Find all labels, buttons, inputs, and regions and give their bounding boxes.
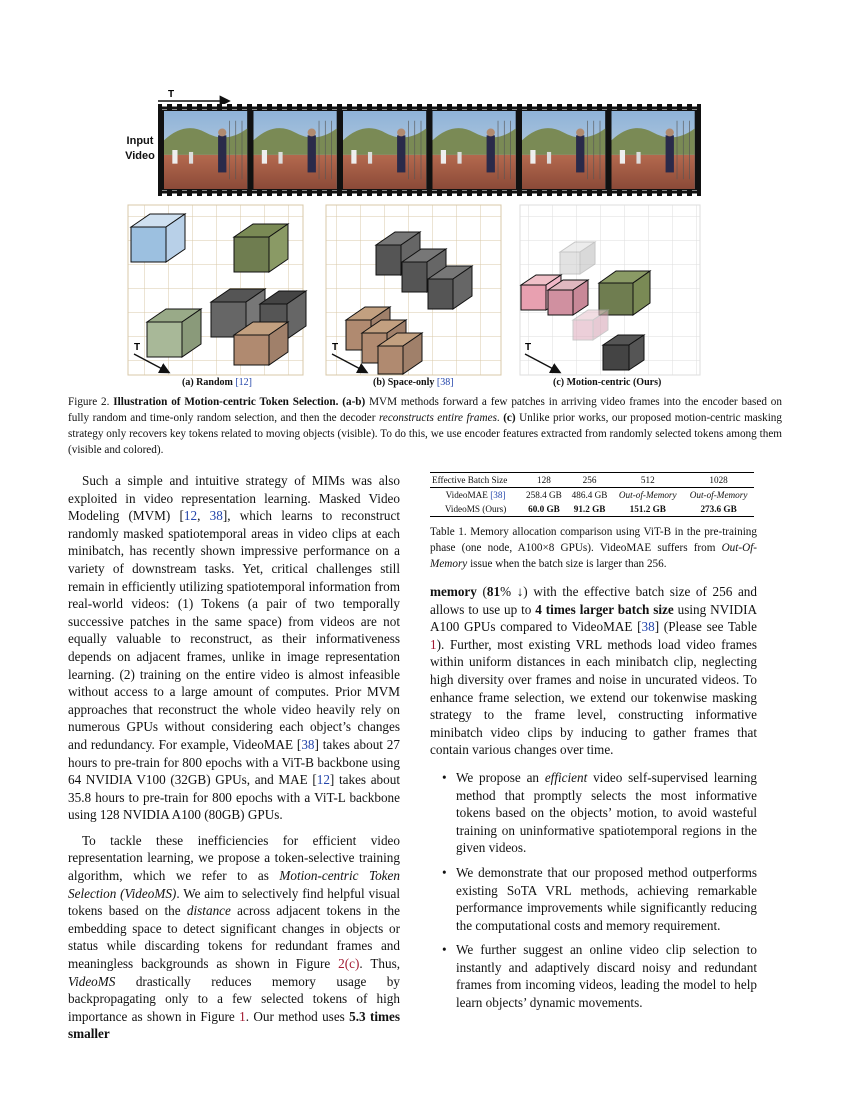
lp1-t1: Such a simple and intuitive strategy of MIMs was also exploited in video representation learning. Masked Video Modeling (MVM) [	[68, 473, 400, 524]
video-frame-4	[433, 111, 516, 189]
time-label-a: T	[134, 342, 141, 353]
left-paragraph-1	[68, 472, 400, 824]
panel-random	[128, 205, 306, 375]
caption-c: (c)	[503, 412, 516, 424]
subcaption-b-label: (b) Space-only	[373, 377, 435, 388]
caption-italic1: reconstructs entire frames	[378, 412, 497, 424]
rp1-cite-38[interactable]: 38	[641, 619, 655, 635]
th-batch-size: Effective Batch Size	[432, 475, 508, 485]
bullet-1-t2: video self-supervised learning method that promptly selects the most informative tokens based on the objects’ motion, to avoid wasteful training on uninformative spatiotemporal regions in the given videos.	[456, 769, 757, 856]
lp1-cite-38[interactable]: 38	[209, 508, 223, 524]
rp1-t1: (	[476, 584, 487, 599]
lp2-t1: To tackle these inefficiencies for efficient video representation learning, we propose a token-selective training algorithm, which we refer to as	[68, 832, 400, 884]
subcaption-a-label: (a) Random	[182, 377, 233, 388]
rp1-b2: 81	[486, 584, 501, 599]
right-column	[430, 583, 757, 1019]
video-frame-5	[522, 111, 605, 189]
cube-c4	[599, 271, 650, 315]
row-videomae-name	[430, 488, 521, 503]
table-cell: 91.2 GB	[573, 504, 606, 514]
input-video-filmstrip	[158, 104, 701, 196]
table-caption	[430, 524, 757, 572]
lp2-b1: 5.3 times smaller	[68, 1008, 401, 1042]
subcaption-c	[553, 377, 661, 388]
cube-a5	[147, 309, 201, 357]
right-paragraph-1	[430, 583, 757, 759]
table-cell: 258.4 GB	[526, 490, 562, 500]
caption-text2: .	[496, 412, 504, 424]
th-128: 128	[537, 475, 551, 485]
rp1-ref-table1[interactable]: 1	[430, 636, 437, 652]
table-cell: 151.2 GB	[629, 504, 666, 514]
video-frame-3	[343, 111, 426, 189]
list-item	[430, 864, 757, 934]
th-1028: 1028	[709, 475, 728, 485]
lp2-t6: . Our method uses	[245, 1008, 350, 1024]
subcaption-c-label: (c) Motion-centric (Ours)	[553, 377, 662, 388]
video-frame-6	[612, 111, 695, 189]
row-videoms-name: VideoMS (Ours)	[444, 504, 507, 514]
time-label-c: T	[525, 342, 532, 353]
lp1-cite-12[interactable]: 12	[183, 508, 198, 524]
memory-table	[430, 472, 754, 517]
bullet-3-text: We further suggest an online video clip selection to instantly and adaptively discard noisy and redundant frames from incoming videos, leading the model to help learn objects’ dynamic movements.	[456, 942, 757, 1011]
rp1-t3: using NVIDIA A100 GPUs compared to VideoMAE [	[430, 601, 757, 635]
videomae-cite[interactable]: [38]	[490, 490, 506, 500]
caption-text1: MVM methods forward a few patches in arriving video frames into the encoder based on fully random and time-only random selection, and then the decoder	[68, 396, 782, 424]
lp2-i2: distance	[186, 903, 231, 919]
list-item	[430, 769, 757, 857]
bullet-icon: •	[442, 864, 447, 880]
rp1-t4: ] (Please see Table	[654, 619, 758, 635]
caption-prefix: Figure 2.	[68, 396, 114, 408]
input-label-line2: Video	[125, 150, 155, 162]
rp1-b1: memory	[430, 584, 477, 599]
table-cell: 486.4 GB	[571, 490, 608, 500]
table-cell: Out-of-Memory	[689, 490, 748, 500]
lp1-t2: ,	[197, 508, 210, 524]
table-header-row	[430, 473, 754, 488]
lp2-t2: . We aim to selectively find helpful visual tokens based on the	[68, 885, 400, 919]
th-256: 256	[582, 475, 597, 485]
video-frame-2	[254, 111, 337, 189]
table-row	[430, 488, 754, 503]
table-cell: Out-of-Memory	[618, 490, 677, 500]
list-item	[430, 941, 757, 1011]
contribution-list	[430, 769, 757, 1012]
rp1-b3: 4 times larger batch size	[535, 601, 674, 617]
figure-caption	[68, 394, 782, 458]
cube-a1	[131, 214, 185, 262]
caption-text3: Unlike prior works, our proposed motion-centric masking strategy only recovers key tokens related to moving objects (visible). To do this, we use encoder features extracted from randomly selected tokens among them (visible and colored).	[68, 412, 782, 456]
video-frame-1	[164, 111, 247, 189]
rp1-t5: ). Further, most existing VRL methods load video frames within uniform distances in each minibatch clip, neglecting high diversity over frames and noise in uncurated videos. To enhance frame selection, we extend our tokenwise masking strategy to the frame level, constructing informative minibatch video clips by inducing to gather frames that contain various changes over time.	[430, 636, 757, 758]
cube-a2	[234, 224, 288, 272]
table-row	[430, 502, 754, 517]
lp2-ref-fig1[interactable]: 1	[239, 1008, 246, 1024]
time-label-b: T	[332, 342, 339, 353]
lp1-cite-12b[interactable]: 12	[316, 772, 330, 788]
bullet-1-t1: We propose an	[456, 769, 545, 785]
input-label-line1: Input	[126, 135, 154, 147]
videomae-label: VideoMAE	[445, 490, 488, 500]
lp2-i3: VideoMS	[68, 973, 116, 989]
subcaption-a-cite[interactable]: [12]	[235, 377, 253, 388]
bullet-2-text: We demonstrate that our proposed method outperforms existing SoTA VRL methods, achieving remarkable performance improvements while significantly reducing the computational costs and memory requirement.	[456, 864, 757, 933]
table-cell: 60.0 GB	[528, 504, 560, 514]
th-512: 512	[640, 475, 655, 485]
lp2-t3: across adjacent tokens in the embedding space to detect significant changes in objects or status while discarding tokens for redundant frames and meaningless backgrounds as shown in Figure	[68, 903, 400, 972]
bullet-1-i1: efficient	[544, 769, 588, 785]
table-caption-italic: Out-Of-Memory	[430, 542, 757, 570]
lp2-t5: drastically reduces memory usage by backpropagating only to a few selected tokens of high importance as shown in Figure	[68, 973, 400, 1024]
caption-ab: (a-b)	[338, 396, 366, 408]
subcaption-b-cite[interactable]: [38]	[436, 377, 454, 388]
lp1-cite-38b[interactable]: 38	[301, 736, 315, 752]
input-video-label	[118, 134, 162, 164]
table-cell: 273.6 GB	[700, 504, 737, 514]
subcaption-a	[182, 377, 252, 388]
lp2-i1: Motion-centric Token Selection (VideoMS)	[68, 868, 400, 901]
memory-table-grid	[430, 472, 754, 517]
lp1-t4: ] takes about 27 hours to pre-train for 800 epochs with a ViT-B backbone using 64 NVIDIA V100 (32GB) GPUs, and MAE [	[68, 736, 400, 788]
lp2-ref-fig2c[interactable]: 2(c)	[338, 956, 360, 972]
lp1-t5: ] takes about 35.8 hours to pre-train for 800 epochs with a ViT-L backbone using 128 NVIDIA A100 (80GB) GPUs.	[68, 772, 400, 823]
panel-space-only	[326, 205, 501, 375]
bullet-icon: •	[442, 942, 447, 958]
table-caption-end: issue when the batch size is larger than 256.	[467, 558, 667, 570]
left-paragraph-2	[68, 832, 400, 1043]
rp1-t2: % ↓) with the effective batch size of 256 and allows to use up to	[430, 584, 757, 617]
table-caption-text: Table 1. Memory allocation comparison using ViT-B in the pre-training phase (one node, A100×8 GPUs). VideoMAE suffers from	[430, 526, 757, 554]
time-label-top: T	[168, 89, 175, 100]
lp1-t3: ], which learns to reconstruct randomly masked spatiotemporal areas in video clips at each minibatch, has recently shown impressive performance on a variety of downstream tasks. Yet, critical challenges still remain in efficiently utilizing spatiotemporal information from real-world videos: (1) Tokens (a pair of two temporally successive patches in the same space) from videos are not equally valuable to reconstruct, as their informativeness depends on adjacent frames, unlike in image representation learning. (2) training on the entire video is almost infeasible without access to a large amount of computes. Prior MVM approaches that reconstruct the whole video heavily rely on numerous GPUs without considering each object’s changes and redundancy. For example, VideoMAE [	[68, 508, 400, 752]
left-column	[68, 472, 400, 1043]
panel-motion-centric	[520, 205, 700, 375]
figure-2	[0, 0, 850, 390]
caption-title: Illustration of Motion-centric Token Selection.	[113, 396, 339, 408]
figure-2-graphic	[0, 0, 850, 390]
subcaption-b	[373, 377, 454, 388]
bullet-icon: •	[442, 769, 447, 785]
lp2-t4: . Thus,	[359, 956, 400, 972]
